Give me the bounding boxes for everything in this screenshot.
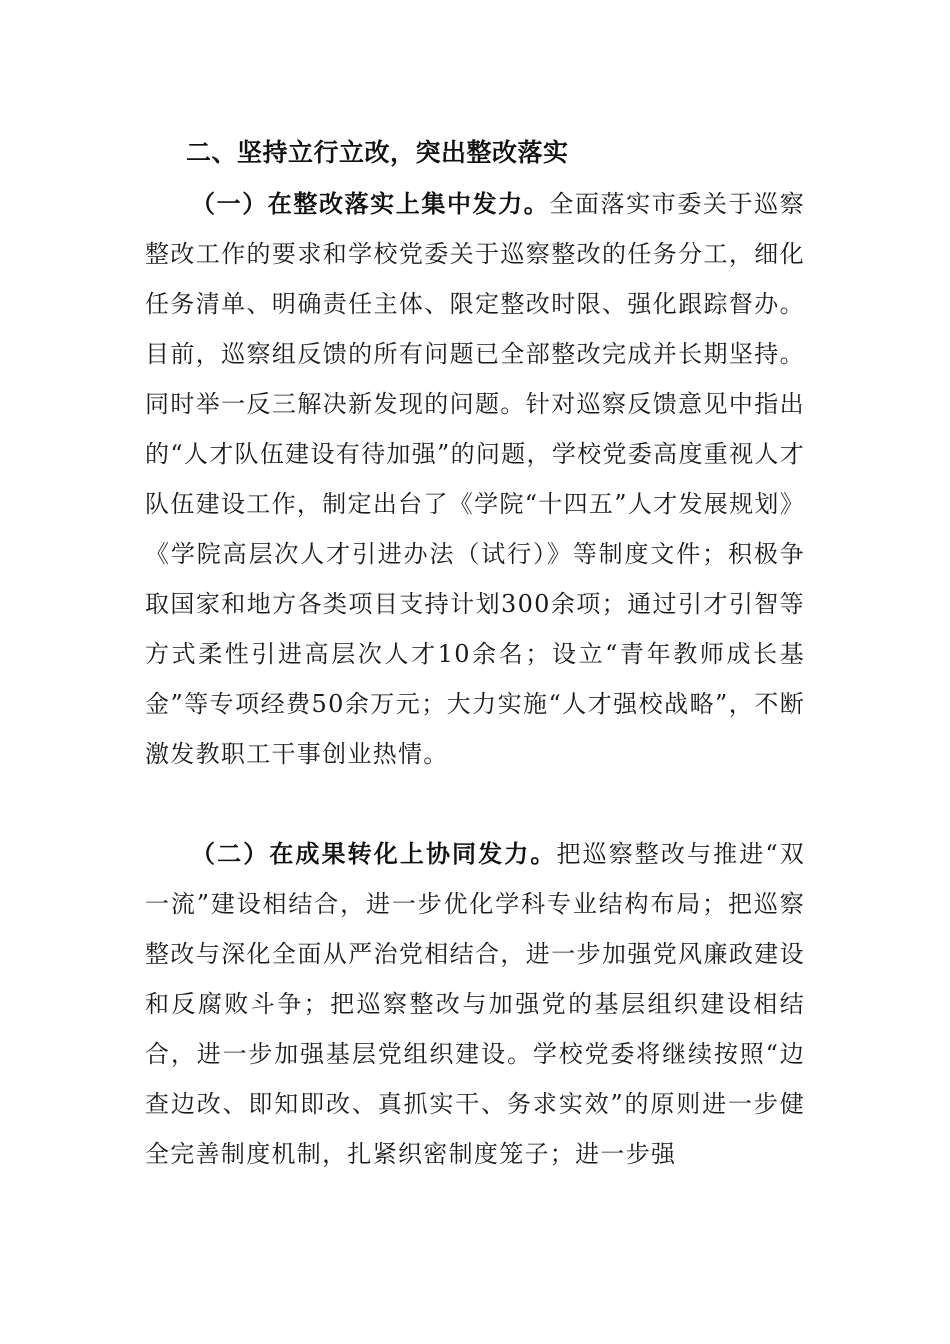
- paragraph-achievement: [145, 829, 805, 1179]
- paragraph-lead: （一）在整改落实上集中发力。: [191, 189, 550, 218]
- section-heading: 二、坚持立行立改，突出整改落实: [186, 138, 569, 167]
- paragraph-rectification: [145, 179, 805, 779]
- paragraph-body: 把巡察整改与推进“双一流”建设相结合，进一步优化学科专业结构布局；把巡察整改与深化全面从严治党相结合，进一步加强党风廉政建设和反腐败斗争；把巡察整改与加强党的基层组织建设相结合，进一步加强基层党组织建设。学校党委将继续按照“边查边改、即知即改、真抓实干、务求实效”的原则进一步健全完善制度机制，扎紧织密制度笼子；进一步强: [145, 840, 805, 1168]
- paragraph-body: 全面落实市委关于巡察整改工作的要求和学校党委关于巡察整改的任务分工，细化任务清单、明确责任主体、限定整改时限、强化跟踪督办。目前，巡察组反馈的所有问题已全部整改完成并长期坚持。同时举一反三解决新发现的问题。针对巡察反馈意见中指出的“人才队伍建设有待加强”的问题，学校党委高度重视人才队伍建设工作，制定出台了《学院“十四五”人才发展规划》《学院高层次人才引进办法（试行）》等制度文件；积极争取国家和地方各类项目支持计划300余项；通过引才引智等方式柔性引进高层次人才10余名；设立“青年教师成长基金”等专项经费50余万元；大力实施“人才强校战略”，不断激发教职工干事创业热情。: [145, 190, 806, 768]
- paragraph-lead: （二）在成果转化上协同发力。: [191, 839, 557, 868]
